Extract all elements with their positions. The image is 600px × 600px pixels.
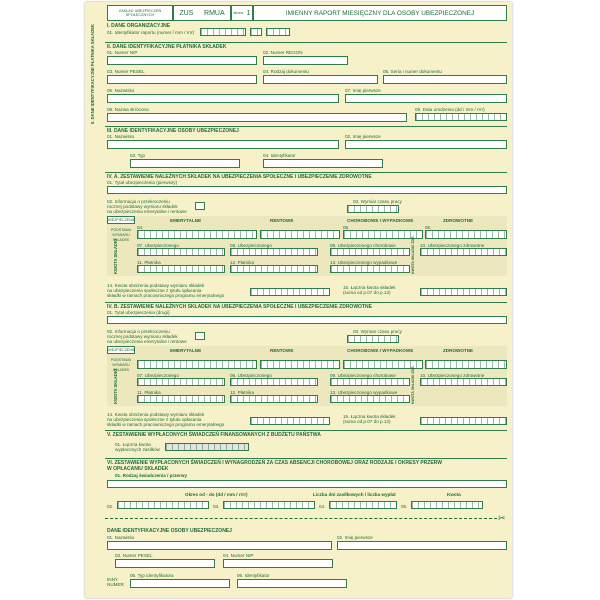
contribution-08-field[interactable] <box>230 248 318 256</box>
n02-label: 02. <box>107 504 114 509</box>
work-time-field[interactable] <box>347 205 399 213</box>
stub-id-type-label: 05. Typ identyfikatora <box>130 573 174 578</box>
benefits-total-field[interactable] <box>165 443 249 451</box>
b-basis-04-field[interactable] <box>137 360 257 369</box>
contribution-07-field[interactable] <box>137 248 225 256</box>
n06-label: 06. <box>425 225 432 230</box>
section4b-title: IV. B. ZESTAWIENIE NALEŻNYCH SKŁADEK NA UBEZPIECZENIA SPOŁECZNE I UBEZPIECZENIE ZDROWOTNE <box>107 304 372 310</box>
surname-label: 06. Nazwisko <box>107 88 135 93</box>
cut-line <box>105 518 497 519</box>
b-exceed-field[interactable] <box>195 332 205 340</box>
insured-id-label: 04. Identyfikator <box>263 153 296 158</box>
report-id-field[interactable] <box>200 28 246 36</box>
period-label: Okres od - do (dd / mm / rrrr) <box>185 492 248 497</box>
n05-label: 05. <box>343 225 350 230</box>
exceed-info-label-1: 02. Informacja o przekroczeniu <box>107 199 170 204</box>
doc-type-field[interactable] <box>263 75 378 84</box>
f07-label: 07. Ubezpieczonego <box>137 243 179 248</box>
period-from-field[interactable] <box>117 501 209 509</box>
b-kwota-zdr-side: KWOTA SKŁADKI ZDR. <box>411 365 415 404</box>
section4a-title: IV. A. ZESTAWIENIE NALEŻNYCH SKŁADEK NA UBEZPIECZENIA SPOŁECZNE I UBEZPIECZENIE ZDROWOTNE <box>107 174 372 180</box>
report-id-label: 01. Identyfikator raportu (numer / mm / rrrr) <box>107 30 195 35</box>
b-col-zdrowotne: ZDROWOTNE <box>443 348 474 353</box>
basis-rent-field[interactable] <box>260 230 340 239</box>
ubezp-header <box>107 216 135 224</box>
b-f14-label-2: na ubezpieczenia społeczne z tytułu opłacania <box>107 417 202 422</box>
stub-pesel-label: 03. Numer PESEL <box>115 553 153 558</box>
f14-label-2: na ubezpieczenia społeczne z tytułu opłacania <box>107 288 202 293</box>
kwota-side: KWOTA SKŁADKI <box>113 238 118 274</box>
payer-regon-field[interactable] <box>263 56 348 65</box>
b-f10-label: 10. Ubezpieczonego zdrowotne <box>420 373 485 378</box>
b-f14-label-3: składki w ramach pracowniczego programu emerytalnego <box>107 422 225 427</box>
b-total-15-field[interactable] <box>420 417 507 425</box>
f11-label: 11. Płatnika <box>137 260 161 265</box>
doc-number-field[interactable] <box>383 75 507 84</box>
section6-title-1: VI. ZESTAWIENIE WYPŁACONYCH ŚWIADCZEŃ I WYNAGRODZEŃ ZA CZAS ABSENCJI CHOROBOWEJ ORAZ RODZAJE I OKRESY PRZERW <box>107 460 442 466</box>
b-exceed-label-1: 02. Informacja o przekroczeniu <box>107 329 170 334</box>
ubezp-label: UBEZPIECZENIE <box>106 218 136 222</box>
b-f07-label: 07. Ubezpieczonego <box>137 373 179 378</box>
stub-other-label-2: NUMER <box>107 582 124 587</box>
f14-label-3: składki w ramach pracowniczego programu emerytalnego <box>107 293 225 298</box>
insured-surname-field[interactable] <box>107 140 339 149</box>
b-f15-label-2: (suma od p.07 do p.13) <box>343 419 391 424</box>
benefits-total-label-2: wypłaconych zasiłków <box>115 447 160 452</box>
contribution-13-field[interactable] <box>330 265 410 273</box>
b-work-time-label: 03. Wymiar czasu pracy <box>353 329 402 334</box>
stub-other-label-1: INNY <box>107 577 118 582</box>
days-label: Liczba dni zasiłkowych / liczba wypłat <box>313 492 396 497</box>
amount-field[interactable] <box>411 501 483 509</box>
kwota-zdr-side: KWOTA SKŁADKI ZDR. <box>411 235 415 274</box>
contribution-12-field[interactable] <box>230 265 318 273</box>
exceed-info-field[interactable] <box>195 202 205 210</box>
zus-label: ZUS <box>179 9 194 17</box>
doc-number-label: 05. Seria i numer dokumentu <box>383 69 442 74</box>
institution-box <box>107 5 173 21</box>
regon-label: 02. Numer REGON <box>263 50 303 55</box>
b-work-time-field[interactable] <box>347 335 399 343</box>
stub-pesel-field[interactable] <box>115 559 215 568</box>
contribution-10-field[interactable] <box>420 248 507 256</box>
contribution-11-field[interactable] <box>137 265 225 273</box>
n05-vi-label: 05. <box>401 504 408 509</box>
stub-title: DANE IDENTYFIKACYJNE OSOBY UBEZPIECZONEJ <box>107 528 232 534</box>
f15-label-2: (suma od p.07 do p.13) <box>343 290 391 295</box>
short-name-label: 08. Nazwa skrócona <box>107 107 149 112</box>
period-to-field[interactable] <box>223 501 315 509</box>
nip-label: 01. Numer NIP <box>107 50 138 55</box>
birth-date-field[interactable] <box>415 113 507 121</box>
pesel-label: 03. Numer PESEL <box>107 69 145 74</box>
b-contribution-10-field[interactable] <box>420 378 507 386</box>
stub-surname-label: 01. Nazwisko <box>107 535 135 540</box>
version-label: strona <box>233 11 244 15</box>
insurance-title-2-field[interactable] <box>107 316 507 324</box>
col-rentowe: RENTOWE <box>270 218 294 223</box>
col-chorobowe: CHOROBOWE I WYPADKOWE <box>347 218 414 223</box>
stub-first-name-label: 02. Imię pierwsze <box>337 535 373 540</box>
b-f15-label-1: 15. Łączna kwota składek <box>343 414 396 419</box>
stub-first-name-field[interactable] <box>337 541 507 550</box>
birth-date-label: 09. Data urodzenia (dd / mm / rrrr) <box>415 107 485 112</box>
first-name-label: 07. Imię pierwsze <box>345 88 381 93</box>
zus-box <box>173 5 231 21</box>
stub-id-type-field[interactable] <box>130 579 230 588</box>
report-month-field[interactable] <box>250 28 262 36</box>
basis-04-field[interactable] <box>137 230 257 239</box>
b-f13-label: 13. Ubezpieczonego wypadkowe <box>330 390 398 395</box>
doc-type-label: 04. Rodzaj dokumentu <box>263 69 309 74</box>
total-15-field[interactable] <box>420 288 507 296</box>
insured-id-field[interactable] <box>263 159 383 168</box>
b-contribution-12-field[interactable] <box>230 395 318 403</box>
insured-first-name-label: 02. Imię pierwsze <box>345 134 381 139</box>
f09-label: 09. Ubezpieczonego chorobowe <box>330 243 396 248</box>
page-title: IMIENNY RAPORT MIESIĘCZNY DLA OSOBY UBEZPIECZONEJ <box>285 9 475 17</box>
f14-label-1: 14. Kwota obniżenia podstawy wymiaru składek <box>107 283 205 288</box>
title-box <box>253 5 507 21</box>
f10-label: 10. Ubezpieczonego zdrowotne <box>420 243 485 248</box>
work-time-label: 03. Wymiar czasu pracy <box>353 199 402 204</box>
form-code: RMUA <box>204 9 225 17</box>
b-contribution-09-field[interactable] <box>330 378 410 386</box>
benefit-type-label: 01. Rodzaj świadczenia / przerwy <box>115 473 187 478</box>
b-contribution-08-field[interactable] <box>230 378 318 386</box>
b-kwota-side: KWOTA SKŁADKI <box>113 368 118 404</box>
benefit-type-field[interactable] <box>107 480 507 488</box>
b-contribution-07-field[interactable] <box>137 378 225 386</box>
insurance-title-1-field[interactable] <box>107 186 507 194</box>
payer-first-name-field[interactable] <box>345 94 507 103</box>
b-f14-label-1: 14. Kwota obniżenia podstawy wymiaru składek <box>107 412 205 417</box>
section5-title: V. ZESTAWIENIE WYPŁACONYCH ŚWIADCZEŃ FINANSOWANYCH Z BUDŻETU PAŃSTWA <box>107 432 321 438</box>
b-col-rentowe: RENTOWE <box>270 348 294 353</box>
b-reduction-14-field[interactable] <box>250 417 330 425</box>
section1-title: I. DANE ORGANIZACYJNE <box>107 23 171 29</box>
stub-surname-field[interactable] <box>107 541 332 550</box>
benefits-total-label-1: 01. Łączna kwota <box>115 442 151 447</box>
basis-06-field[interactable] <box>425 230 507 239</box>
b-f12-label: 12. Płatnika <box>230 390 255 395</box>
insured-type-label: 03. Typ <box>130 153 145 158</box>
b-f09-label: 09. Ubezpieczonego chorobowe <box>330 373 396 378</box>
report-year-field[interactable] <box>266 28 290 36</box>
b-basis-rent-field[interactable] <box>260 360 340 369</box>
section2-title: II. DANE IDENTYFIKACYJNE PŁATNIKA SKŁADEK <box>107 44 227 50</box>
scissors-icon: ✂ <box>498 513 506 523</box>
insurance-title-2-label: 01. Tytuł ubezpieczenia (drugi) <box>107 310 170 315</box>
b-exceed-label-3: na ubezpieczenia emerytalne i rentowe <box>107 339 187 344</box>
exceed-info-label-2: rocznej podstawy wymiaru składek <box>107 204 178 209</box>
version-number: 1 <box>246 9 251 17</box>
b-f08-label: 08. Ubezpieczonego <box>230 373 272 378</box>
n04-vi-label: 04. <box>319 504 326 509</box>
b-podstawa-label: PODSTAWA WYMIARU SKŁADEK <box>110 358 132 372</box>
insurance-title-1-label: 01. Tytuł ubezpieczenia (pierwszy) <box>107 180 178 185</box>
stub-nip-field[interactable] <box>223 559 333 568</box>
section2-side-label: II. DANE IDENTYFIKACYJNE PŁATNIKA SKŁADEK <box>90 23 95 124</box>
f08-label: 08. Ubezpieczonego <box>230 243 272 248</box>
b-exceed-label-2: rocznej podstawy wymiaru składek <box>107 334 178 339</box>
b-ubezp-label: UBEZPIECZENIE <box>106 348 136 352</box>
form-sheet <box>85 2 512 598</box>
b-basis-06-field[interactable] <box>425 360 507 369</box>
contribution-09-field[interactable] <box>330 248 410 256</box>
b-contribution-11-field[interactable] <box>137 395 225 403</box>
section3-title: III. DANE IDENTYFIKACYJNE OSOBY UBEZPIECZONEJ <box>107 128 239 134</box>
payer-pesel-field[interactable] <box>107 75 257 84</box>
b-col-chorobowe: CHOROBOWE I WYPADKOWE <box>347 348 414 353</box>
payer-short-name-field[interactable] <box>107 113 407 122</box>
institution-name: ZAKŁAD UBEZPIECZEŃ SPOŁECZNYCH <box>118 9 162 17</box>
insured-type-field[interactable] <box>130 159 240 168</box>
f13-label: 13. Ubezpieczonego wypadkowe <box>330 260 398 265</box>
stub-id-field[interactable] <box>237 579 347 588</box>
b-f11-label: 11. Płatnika <box>137 390 161 395</box>
stub-id-label: 06. Identyfikator <box>237 573 270 578</box>
b-ubezp-header <box>107 346 135 354</box>
n03-label: 03. <box>213 504 220 509</box>
payer-surname-field[interactable] <box>107 94 339 103</box>
version-box <box>231 5 253 21</box>
exceed-info-label-3: na ubezpieczenia emerytalne i rentowe <box>107 209 187 214</box>
b-contribution-13-field[interactable] <box>330 395 410 403</box>
col-emerytalne: EMERYTALNE <box>170 218 202 223</box>
reduction-14-field[interactable] <box>250 288 330 296</box>
n04-label: 04. <box>137 225 144 230</box>
insured-first-name-field[interactable] <box>345 140 507 149</box>
f15-label-1: 15. Łączna kwota składek <box>343 285 396 290</box>
days-count-field[interactable] <box>329 501 397 509</box>
b-col-emerytalne: EMERYTALNE <box>170 348 202 353</box>
amount-label: Kwota <box>447 492 461 497</box>
podstawa-label: PODSTAWA WYMIARU SKŁADEK <box>110 228 132 242</box>
col-zdrowotne: ZDROWOTNE <box>443 218 474 223</box>
payer-nip-field[interactable] <box>107 56 257 65</box>
stub-nip-label: 04. Numer NIP <box>223 553 254 558</box>
f12-label: 12. Płatnika <box>230 260 255 265</box>
section6-title-2: W OPŁACANIU SKŁADEK <box>107 466 169 472</box>
insured-surname-label: 01. Nazwisko <box>107 134 135 139</box>
